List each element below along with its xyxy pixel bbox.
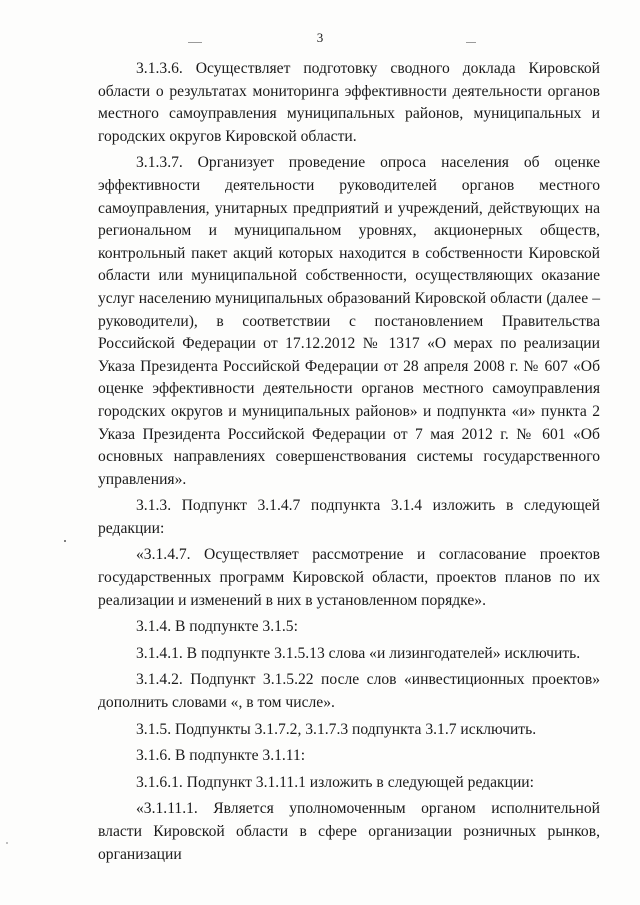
scan-artifact-dot xyxy=(64,540,66,542)
paragraph-3-1-6-1: 3.1.6.1. Подпункт 3.1.11.1 изложить в следующей редакции: xyxy=(136,773,534,791)
paragraph-3-1-3: 3.1.3. Подпункт 3.1.4.7 подпункта 3.1.4 изложить в следующей редакции: xyxy=(98,497,600,537)
paragraph-3-1-6: 3.1.6. В подпункте 3.1.11: xyxy=(136,747,306,765)
paragraph-3-1-3-6: 3.1.3.6. Осуществляет подготовку сводного доклада Кировской области о результатах мониторинга эффективности деятельности органов местного самоуправления муниципальных районов, муниципальных и городских округов Кировской области. xyxy=(98,60,600,145)
document-body xyxy=(98,58,600,866)
scan-artifact-dot xyxy=(6,842,8,844)
page-number: 3 xyxy=(316,30,324,45)
paragraph-3-1-5: 3.1.5. Подпункты 3.1.7.2, 3.1.7.3 подпункта 3.1.7 исключить. xyxy=(136,720,537,738)
paragraph-3-1-4-7-quote: «3.1.4.7. Осуществляет рассмотрение и согласование проектов государственных программ Кировской области, проектов планов по их реализации и изменений в них в установленном порядке». xyxy=(98,546,600,609)
paragraph-3-1-11-1-quote: «3.1.11.1. Является уполномоченным органом исполнительной власти Кировской области в сфере организации розничных рынков, организации xyxy=(98,800,600,863)
paragraph-3-1-3-7: 3.1.3.7. Организует проведение опроса населения об оценке эффективности деятельности руководителей органов местного самоуправления, унитарных предприятий и учреждений, действующих на региональном и муниципальном уровнях, акционерных обществ, контрольный пакет акций которых находится в собственности Кировской области или муниципальной собственности, осуществляющих оказание услуг населению муниципальных образований Кировской области (далее – руководители), в соответствии с постановлением Правительства Российской Федерации от 17.12.2012 № 1317 «О мерах по реализации Указа Президента Российской Федерации от 28 апреля 2008 г. № 607 «Об оценке эффективности деятельности органов местного самоуправления городских округов и муниципальных районов» и подпункта «и» пункта 2 Указа Президента Российской Федерации от 7 мая 2012 г. № 601 «Об основных направлениях совершенствования системы государственного управления». xyxy=(98,154,600,488)
paragraph-3-1-4-1: 3.1.4.1. В подпункте 3.1.5.13 слова «и лизингодателей» исключить. xyxy=(136,644,581,662)
paragraph-3-1-4: 3.1.4. В подпункте 3.1.5: xyxy=(136,618,298,636)
paragraph-3-1-4-2: 3.1.4.2. Подпункт 3.1.5.22 после слов «инвестиционных проектов» дополнить словами «, в том числе». xyxy=(98,671,600,712)
